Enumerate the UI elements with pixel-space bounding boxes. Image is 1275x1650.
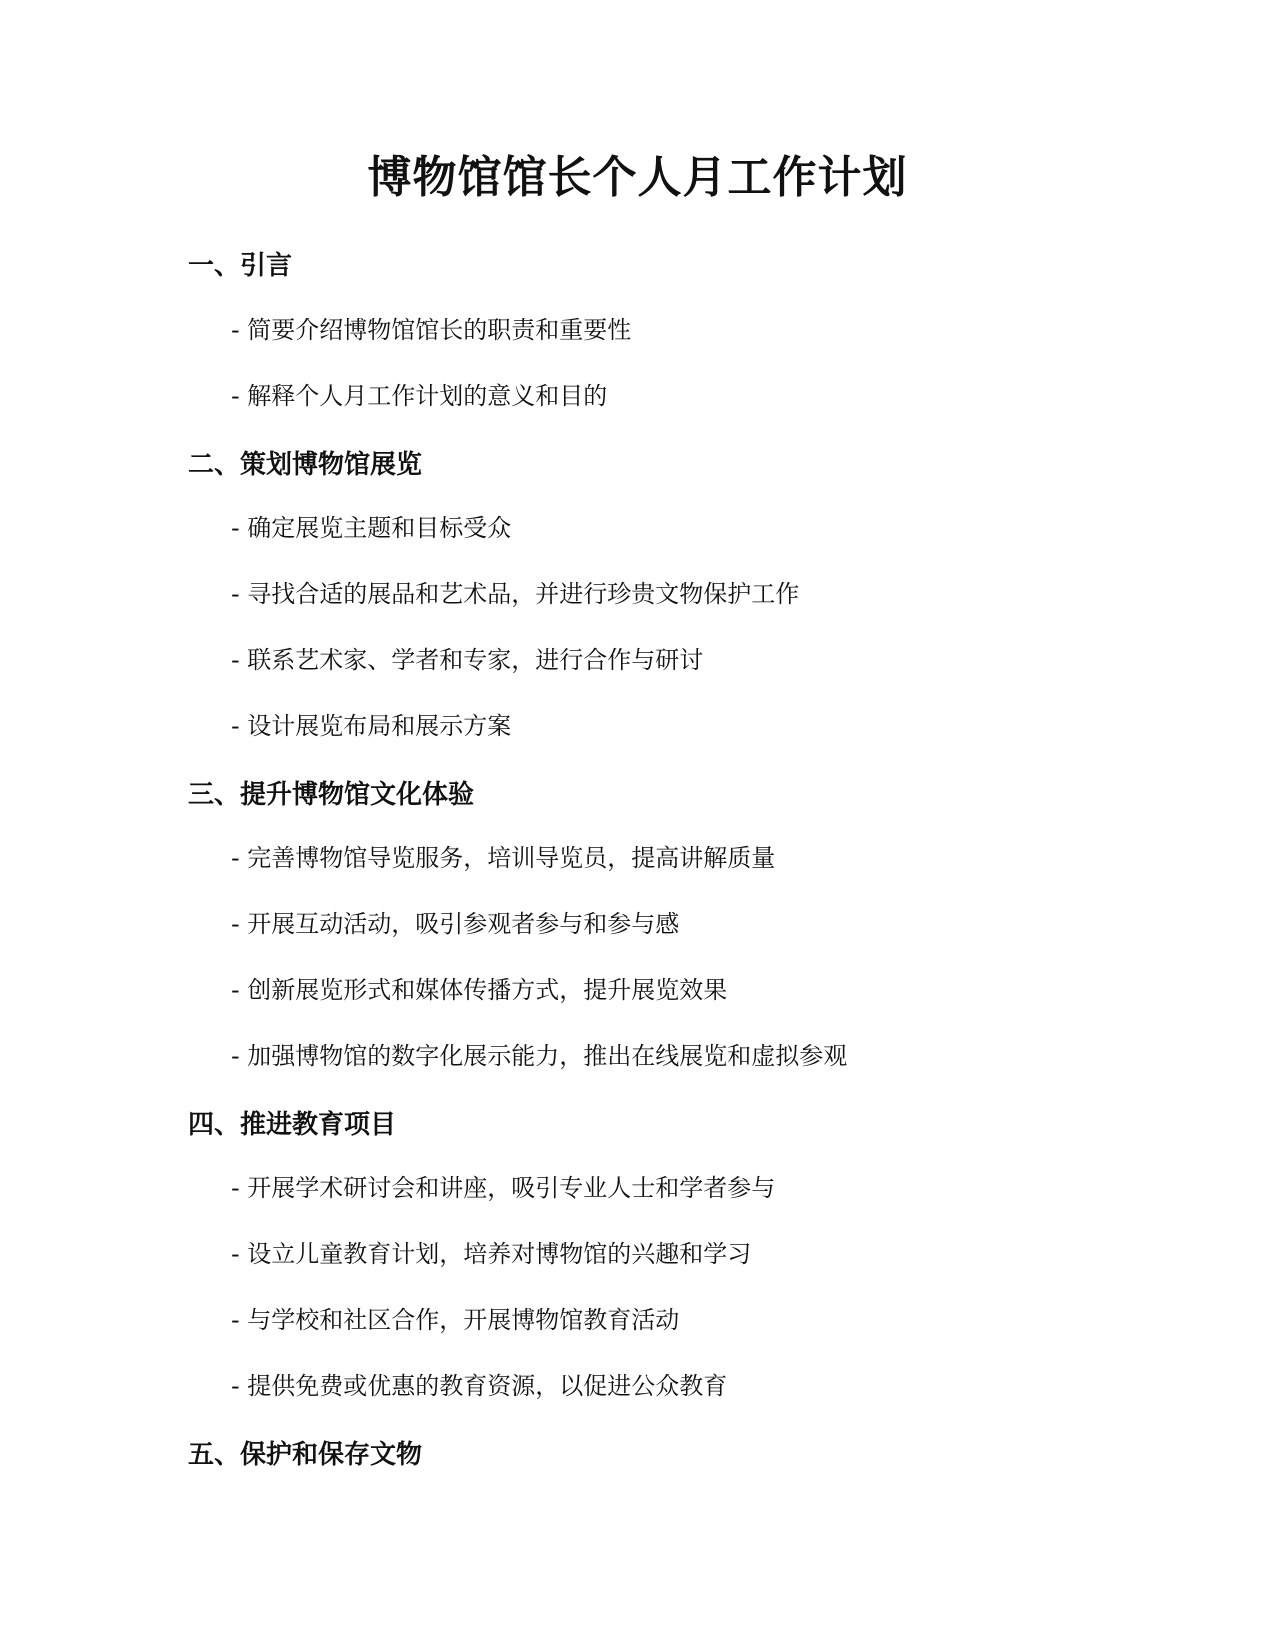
list-item: - 设计展览布局和展示方案 (231, 712, 512, 740)
list-item: - 设立儿童教育计划，培养对博物馆的兴趣和学习 (231, 1240, 752, 1268)
list-item: - 解释个人月工作计划的意义和目的 (231, 382, 608, 410)
list-item: - 加强博物馆的数字化展示能力，推出在线展览和虚拟参观 (231, 1042, 848, 1070)
list-item: - 确定展览主题和目标受众 (231, 514, 512, 542)
list-item: - 开展互动活动，吸引参观者参与和参与感 (231, 910, 680, 938)
section-heading-artifact-preservation: 五、保护和保存文物 (188, 1440, 423, 1470)
section-heading-cultural-experience: 三、提升博物馆文化体验 (188, 780, 475, 810)
section-heading-introduction: 一、引言 (188, 251, 293, 281)
list-item: - 开展学术研讨会和讲座，吸引专业人士和学者参与 (231, 1174, 776, 1202)
document-title: 博物馆馆长个人月工作计划 (367, 152, 908, 203)
list-item: - 联系艺术家、学者和专家，进行合作与研讨 (231, 646, 704, 674)
list-item: - 提供免费或优惠的教育资源，以促进公众教育 (231, 1372, 728, 1400)
section-heading-exhibition-planning: 二、策划博物馆展览 (188, 450, 423, 480)
list-item: - 寻找合适的展品和艺术品，并进行珍贵文物保护工作 (231, 580, 800, 608)
list-item: - 创新展览形式和媒体传播方式，提升展览效果 (231, 976, 728, 1004)
section-heading-education-projects: 四、推进教育项目 (188, 1110, 397, 1140)
list-item: - 简要介绍博物馆馆长的职责和重要性 (231, 316, 632, 344)
list-item: - 与学校和社区合作，开展博物馆教育活动 (231, 1306, 680, 1334)
list-item: - 完善博物馆导览服务，培训导览员，提高讲解质量 (231, 844, 776, 872)
